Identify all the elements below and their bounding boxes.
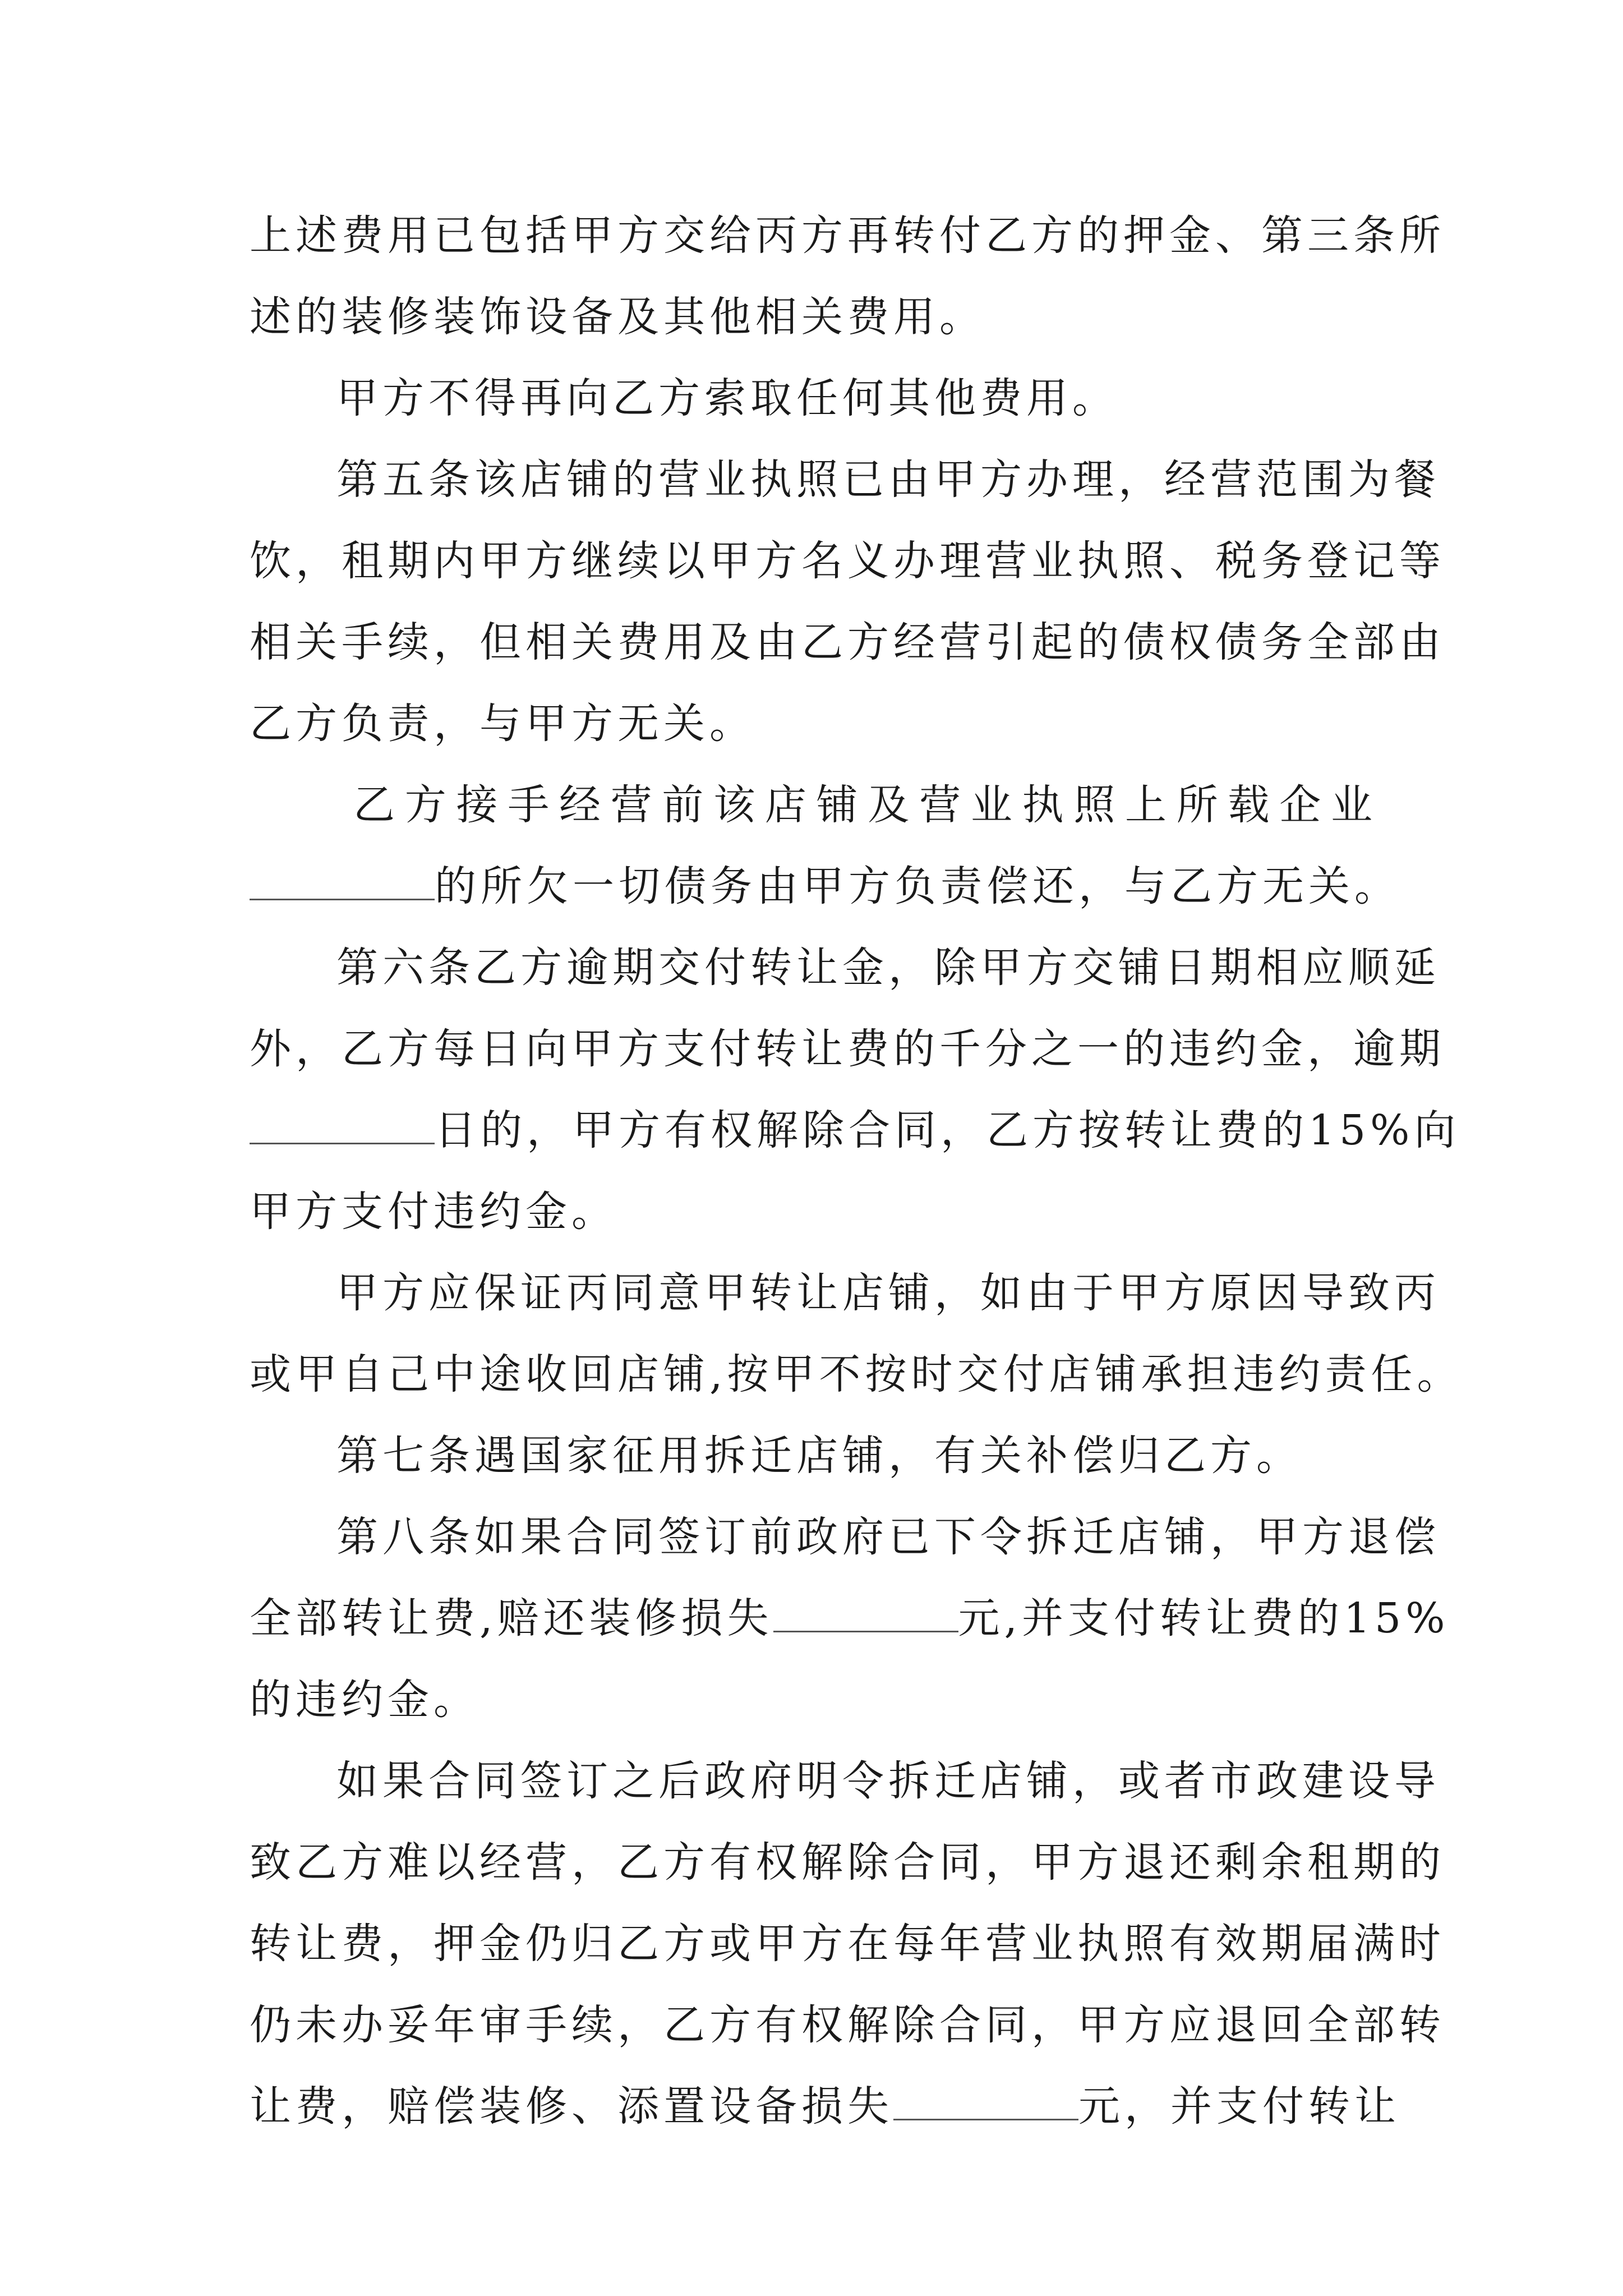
text-line-with-blank bbox=[250, 2078, 1400, 2134]
text-line: 相关手续，但相关费用及由乙方经营引起的债权债务全部由 bbox=[250, 618, 1445, 666]
text-segment: 日的，甲方有权解除合同，乙方按转让费的15%向 bbox=[435, 1106, 1460, 1154]
text-line: 仍未办妥年审手续，乙方有权解除合同，甲方应退回全部转 bbox=[250, 2001, 1445, 2049]
paragraph-first-line: 乙方接手经营前该店铺及营业执照上所载企业 bbox=[353, 781, 1377, 829]
paragraph-first-line: 第八条如果合同签订前政府已下令拆迁店铺，甲方退偿 bbox=[336, 1513, 1440, 1561]
text-segment: 的所欠一切债务由甲方负责偿还，与乙方无关。 bbox=[435, 862, 1400, 910]
text-line: 上述费用已包括甲方交给丙方再转付乙方的押金、第三条所 bbox=[250, 211, 1445, 260]
fill-in-blank[interactable] bbox=[250, 1109, 435, 1144]
paragraph-first-line: 第七条遇国家征用拆迁店铺，有关补偿归乙方。 bbox=[336, 1432, 1302, 1480]
text-segment: 元,并支付转让费的15% bbox=[958, 1594, 1450, 1642]
paragraph-first-line: 第六条乙方逾期交付转让金，除甲方交铺日期相应顺延 bbox=[336, 944, 1440, 992]
text-line: 乙方负责，与甲方无关。 bbox=[250, 700, 755, 748]
fill-in-blank[interactable] bbox=[893, 2085, 1078, 2120]
text-segment: 元，并支付转让 bbox=[1078, 2082, 1400, 2131]
text-line: 转让费，押金仍归乙方或甲方在每年营业执照有效期届满时 bbox=[250, 1920, 1445, 1968]
text-line: 或甲自己中途收回店铺,按甲不按时交付店铺承担违约责任。 bbox=[250, 1350, 1463, 1398]
fill-in-blank[interactable] bbox=[250, 865, 435, 900]
text-line: 外，乙方每日向甲方支付转让费的千分之一的违约金，逾期 bbox=[250, 1025, 1445, 1073]
paragraph-first-line: 第五条该店铺的营业执照已由甲方办理，经营范围为餐 bbox=[336, 455, 1440, 504]
text-line: 述的装修装饰设备及其他相关费用。 bbox=[250, 293, 985, 341]
text-segment: 让费，赔偿装修、添置设备损失 bbox=[250, 2082, 893, 2131]
fill-in-blank[interactable] bbox=[773, 1597, 958, 1632]
text-line-with-blank bbox=[250, 1590, 1450, 1646]
text-line: 甲方支付违约金。 bbox=[250, 1188, 617, 1236]
paragraph-first-line: 如果合同签订之后政府明令拆迁店铺，或者市政建设导 bbox=[336, 1757, 1440, 1805]
text-line: 致乙方难以经营，乙方有权解除合同，甲方退还剩余租期的 bbox=[250, 1838, 1445, 1887]
text-line: 的违约金。 bbox=[250, 1676, 479, 1724]
text-line-with-blank bbox=[250, 858, 1400, 914]
paragraph-first-line: 甲方不得再向乙方索取任何其他费用。 bbox=[336, 374, 1118, 422]
text-segment: 全部转让费,赔还装修损失 bbox=[250, 1594, 773, 1642]
paragraph-first-line: 甲方应保证丙同意甲转让店铺，如由于甲方原因导致丙 bbox=[336, 1269, 1440, 1317]
text-line-with-blank bbox=[250, 1102, 1460, 1158]
text-line: 饮，租期内甲方继续以甲方名义办理营业执照、税务登记等 bbox=[250, 537, 1445, 585]
